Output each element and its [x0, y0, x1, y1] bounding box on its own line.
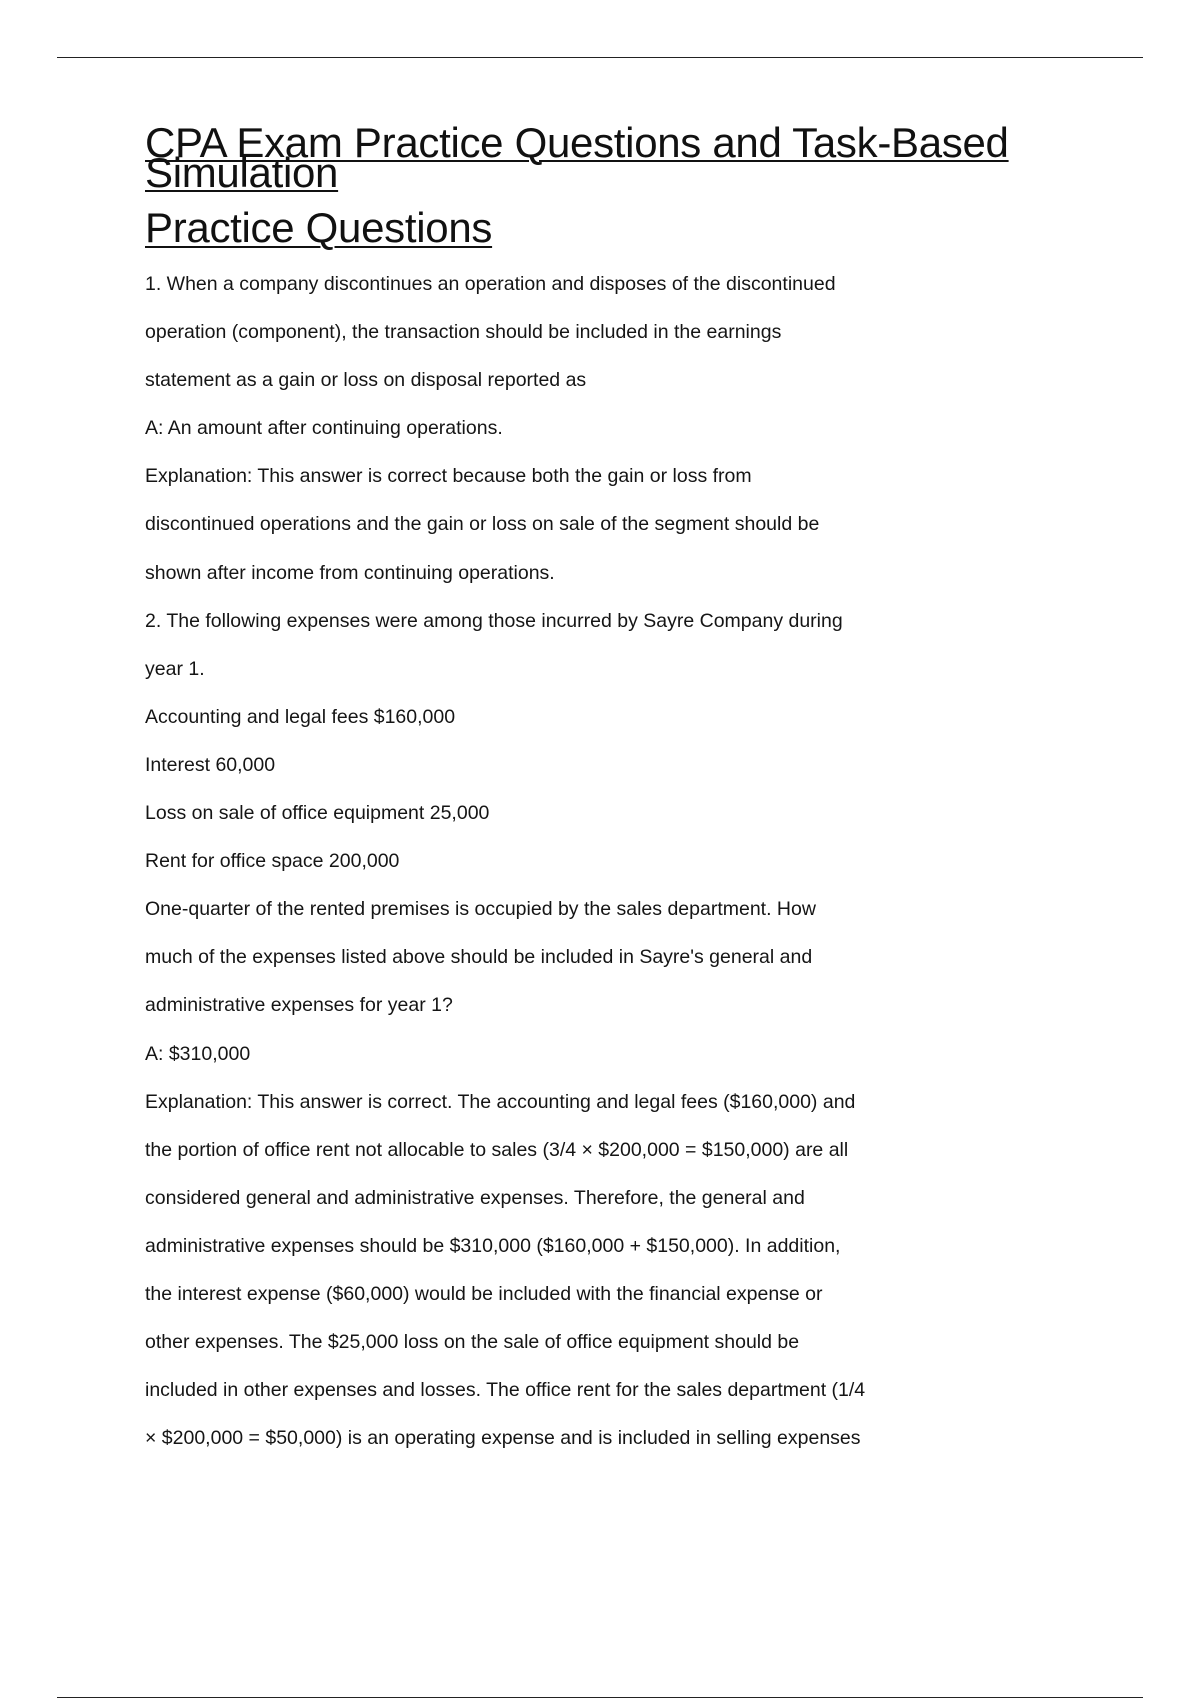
text-line: Rent for office space 200,000	[145, 850, 400, 873]
text-line: A: An amount after continuing operations.	[145, 417, 503, 440]
document-title: CPA Exam Practice Questions and Task-Based Simulation	[145, 119, 1009, 196]
text-line: Explanation: This answer is correct because both the gain or loss from	[145, 465, 752, 488]
text-line: operation (component), the transaction should be included in the earnings	[145, 321, 782, 344]
top-rule	[57, 57, 1143, 58]
text-line: 1. When a company discontinues an operation and disposes of the discontinued	[145, 273, 836, 295]
text-line: year 1.	[145, 657, 205, 680]
text-line: administrative expenses for year 1?	[145, 994, 453, 1017]
text-line: shown after income from continuing operations.	[145, 561, 555, 584]
text-line: Interest 60,000	[145, 753, 276, 776]
text-line: other expenses. The $25,000 loss on the sale of office equipment should be	[145, 1331, 800, 1354]
text-line: Loss on sale of office equipment 25,000	[145, 802, 490, 825]
text-line: One-quarter of the rented premises is occupied by the sales department. How	[145, 898, 816, 921]
text-line: much of the expenses listed above should be included in Sayre's general and	[145, 946, 813, 969]
text-line: 2. The following expenses were among those incurred by Sayre Company during	[145, 609, 843, 632]
text-line: the interest expense ($60,000) would be included with the financial expense or	[145, 1282, 823, 1305]
text-line: Accounting and legal fees $160,000	[145, 705, 456, 728]
text-line: Explanation: This answer is correct. The accounting and legal fees ($160,000) and	[145, 1090, 856, 1113]
text-line: × $200,000 = $50,000) is an operating expense and is included in selling expenses	[145, 1427, 861, 1450]
bottom-rule	[57, 1697, 1143, 1698]
text-line: the portion of office rent not allocable to sales (3/4 × $200,000 = $150,000) are all	[145, 1138, 849, 1161]
text-line: administrative expenses should be $310,000 ($160,000 + $150,000). In addition,	[145, 1234, 841, 1257]
text-line: statement as a gain or loss on disposal reported as	[145, 369, 587, 392]
section-heading: Practice Questions	[145, 204, 493, 251]
question-text	[145, 269, 1075, 1471]
text-line: included in other expenses and losses. The office rent for the sales department (1/4	[145, 1379, 866, 1402]
text-line: discontinued operations and the gain or loss on sale of the segment should be	[145, 513, 820, 536]
text-line: A: $310,000	[145, 1042, 251, 1065]
text-line: considered general and administrative expenses. Therefore, the general and	[145, 1186, 805, 1209]
